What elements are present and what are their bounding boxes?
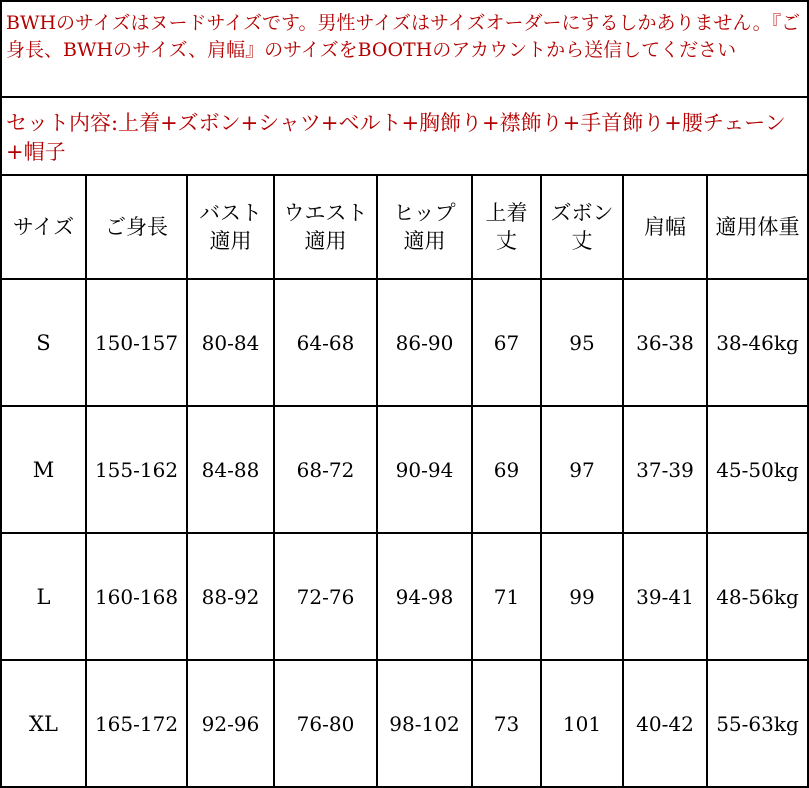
cell-size: S — [2, 279, 86, 406]
cell-pants-length: 95 — [541, 279, 623, 406]
cell-bust: 92-96 — [187, 660, 274, 786]
measurement-note: BWHのサイズはヌードサイズです。男性サイズはサイズオーダーにするしかありません。『ご身長、BWHのサイズ、肩幅』のサイズをBOOTHのアカウントから送信してください — [2, 2, 807, 98]
size-table — [2, 176, 807, 786]
cell-height: 150-157 — [86, 279, 187, 406]
cell-jacket-length: 67 — [472, 279, 541, 406]
cell-weight: 38-46kg — [707, 279, 807, 406]
table-row — [2, 660, 807, 786]
cell-hip: 94-98 — [377, 533, 472, 660]
cell-hip: 98-102 — [377, 660, 472, 786]
table-row — [2, 279, 807, 406]
cell-weight: 48-56kg — [707, 533, 807, 660]
header-waist: ウエスト 適用 — [274, 176, 377, 279]
header-pants-length: ズボン 丈 — [541, 176, 623, 279]
header-bust: バスト 適用 — [187, 176, 274, 279]
cell-size: XL — [2, 660, 86, 786]
header-weight: 適用体重 — [707, 176, 807, 279]
cell-jacket-length: 71 — [472, 533, 541, 660]
cell-height: 165-172 — [86, 660, 187, 786]
cell-weight: 55-63kg — [707, 660, 807, 786]
set-contents-note: セット内容:上着+ズボン+シャツ+ベルト+胸飾り+襟飾り+手首飾り+腰チェーン+帽子 — [2, 98, 807, 176]
header-size: サイズ — [2, 176, 86, 279]
cell-hip: 90-94 — [377, 406, 472, 533]
cell-weight: 45-50kg — [707, 406, 807, 533]
cell-pants-length: 99 — [541, 533, 623, 660]
table-header-row — [2, 176, 807, 279]
cell-jacket-length: 73 — [472, 660, 541, 786]
cell-shoulder: 37-39 — [623, 406, 707, 533]
cell-size: L — [2, 533, 86, 660]
cell-shoulder: 36-38 — [623, 279, 707, 406]
header-jacket-length: 上着 丈 — [472, 176, 541, 279]
cell-bust: 84-88 — [187, 406, 274, 533]
cell-bust: 80-84 — [187, 279, 274, 406]
cell-waist: 68-72 — [274, 406, 377, 533]
cell-waist: 72-76 — [274, 533, 377, 660]
cell-bust: 88-92 — [187, 533, 274, 660]
cell-size: M — [2, 406, 86, 533]
header-hip: ヒップ 適用 — [377, 176, 472, 279]
cell-jacket-length: 69 — [472, 406, 541, 533]
cell-height: 160-168 — [86, 533, 187, 660]
cell-shoulder: 40-42 — [623, 660, 707, 786]
table-row — [2, 533, 807, 660]
table-row — [2, 406, 807, 533]
cell-waist: 64-68 — [274, 279, 377, 406]
cell-waist: 76-80 — [274, 660, 377, 786]
cell-pants-length: 97 — [541, 406, 623, 533]
cell-pants-length: 101 — [541, 660, 623, 786]
header-height: ご身長 — [86, 176, 187, 279]
cell-hip: 86-90 — [377, 279, 472, 406]
cell-height: 155-162 — [86, 406, 187, 533]
header-shoulder: 肩幅 — [623, 176, 707, 279]
cell-shoulder: 39-41 — [623, 533, 707, 660]
